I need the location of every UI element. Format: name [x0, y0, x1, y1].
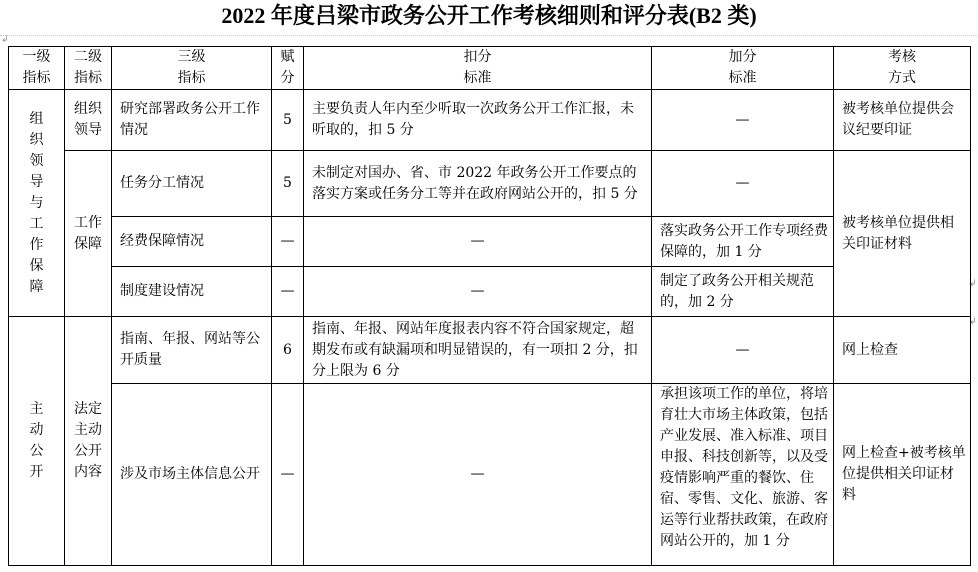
- method-cell: 网上检查: [834, 317, 971, 384]
- score-cell: 6: [272, 317, 304, 384]
- header-level2: 二级 指标: [65, 47, 112, 90]
- deduct-cell: 未制定对国办、省、市 2022 年政务公开工作要点的落实方案或任务分工等并在政府网站公开的，扣 5 分: [304, 151, 652, 217]
- table-row: [9, 384, 971, 566]
- header-deduct: 扣分 标准: [304, 47, 652, 90]
- paragraph-mark-icon: ↲: [969, 279, 977, 289]
- score-cell: —: [272, 267, 304, 317]
- level2-text: 法定主动公开内容: [74, 401, 102, 480]
- level3-cell: 经费保障情况: [112, 217, 272, 267]
- bonus-cell: 落实政务公开工作专项经费保障的，加 1 分: [652, 217, 834, 267]
- level2-text: 工作保障: [74, 214, 102, 252]
- level2-cell: [65, 90, 112, 151]
- score-cell: 5: [272, 151, 304, 217]
- method-cell: 被考核单位提供相关印证材料: [834, 151, 971, 317]
- bonus-cell: —: [652, 90, 834, 151]
- level3-cell: 指南、年报、网站等公开质量: [112, 317, 272, 384]
- level1-cell: [9, 90, 65, 317]
- scoring-table: [8, 46, 971, 566]
- level2-cell: [65, 151, 112, 317]
- paragraph-mark-icon: ↲: [1, 35, 9, 45]
- score-cell: 5: [272, 90, 304, 151]
- table-row: [9, 217, 971, 267]
- deduct-cell: —: [304, 217, 652, 267]
- level1-text: 组织领导与工作保障: [29, 110, 44, 295]
- paragraph-mark-icon: ↲: [969, 317, 977, 327]
- level3-cell: 制度建设情况: [112, 267, 272, 317]
- header-method: 考核 方式: [834, 47, 971, 90]
- table-row: [9, 267, 971, 317]
- bonus-cell: —: [652, 317, 834, 384]
- header-bonus: 加分 标准: [652, 47, 834, 90]
- bonus-cell: —: [652, 151, 834, 217]
- deduct-cell: —: [304, 384, 652, 566]
- page-title: 2022 年度吕梁市政务公开工作考核细则和评分表(B2 类): [221, 3, 757, 28]
- header-score: 赋 分: [272, 47, 304, 90]
- method-cell: 被考核单位提供会议纪要印证: [834, 90, 971, 151]
- deduct-cell: —: [304, 267, 652, 317]
- score-cell: —: [272, 384, 304, 566]
- level3-cell: 涉及市场主体信息公开: [112, 384, 272, 566]
- deduct-cell: 主要负责人年内至少听取一次政务公开工作汇报，未听取的，扣 5 分: [304, 90, 652, 151]
- table-row: [9, 90, 971, 151]
- bonus-cell: 承担该项工作的单位，将培育壮大市场主体政策，包括产业发展、准入标准、项目申报、科技创新等，以及受疫情影响严重的餐饮、住宿、零售、文化、旅游、客运等行业帮扶政策，在政府网站公开的，加 1 分: [652, 384, 834, 566]
- header-level3: 三级 指标: [112, 47, 272, 90]
- score-cell: —: [272, 217, 304, 267]
- page-margin-guide: [0, 35, 978, 36]
- table-row: [9, 151, 971, 217]
- bonus-cell: 制定了政务公开相关规范的，加 2 分: [652, 267, 834, 317]
- level3-cell: 任务分工情况: [112, 151, 272, 217]
- deduct-cell: 指南、年报、网站年度报表内容不符合国家规定，超期发布或有缺漏项和明显错误的，有一项扣 2 分，扣分上限为 6 分: [304, 317, 652, 384]
- level1-text: 主动公开: [29, 401, 44, 480]
- method-cell: 网上检查+被考核单位提供相关印证材料: [834, 384, 971, 566]
- header-row: [9, 47, 971, 90]
- table-row: [9, 317, 971, 384]
- level2-text: 组织领导: [74, 101, 102, 138]
- level3-cell: 研究部署政务公开工作情况: [112, 90, 272, 151]
- level2-cell: [65, 317, 112, 566]
- level1-cell: [9, 317, 65, 566]
- header-level1: 一级 指标: [9, 47, 65, 90]
